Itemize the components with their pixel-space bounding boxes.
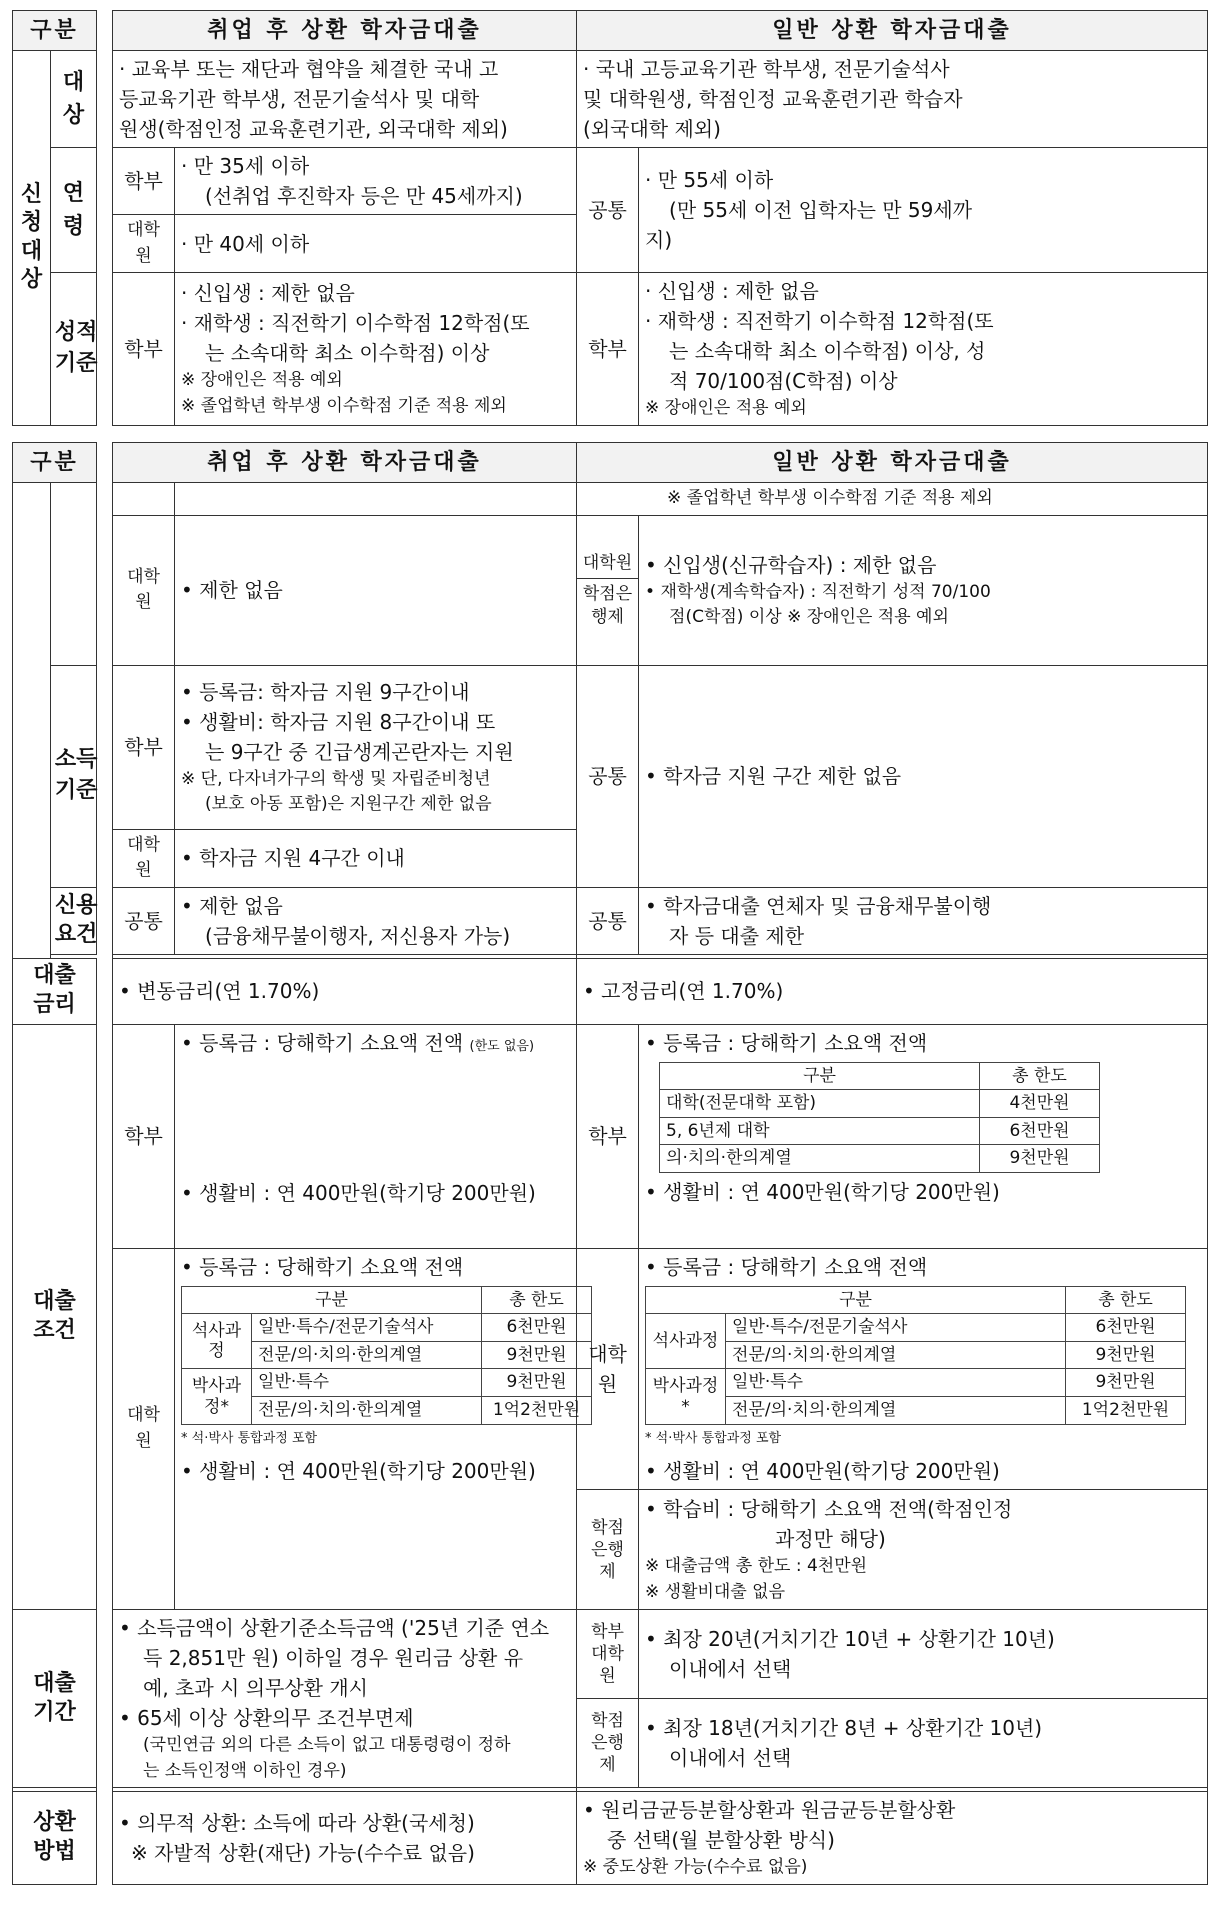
grade-grad-label: 대학원 (113, 515, 175, 665)
group-label-applicant: 신청대상 (13, 51, 51, 426)
cond-general-undergrad-label: 학부 (577, 1024, 639, 1248)
grade-employ-label: 학부 (113, 273, 175, 426)
credit-employ-label: 공통 (113, 887, 175, 954)
cond-employ-undergrad-label: 학부 (113, 1024, 175, 1248)
row-label-rate: 대출금리 (13, 958, 97, 1024)
header-employ-loan-2: 취업 후 상환 학자금대출 (113, 443, 577, 483)
grade-general-grad-labels: 대학원 학점은행제 (577, 515, 639, 665)
header-general-loan-2: 일반 상환 학자금대출 (577, 443, 1208, 483)
grade-general-grad: • 신입생(신규학습자) : 제한 없음 • 재학생(계속학습자) : 직전학기 성적 70/100 점(C학점) 이상 ※ 장애인은 적용 예외 (639, 515, 1208, 665)
age-grad-label: 대학원 (113, 215, 175, 273)
cond-employ-grad: • 등록금 : 당해학기 소요액 전액 구분 총 한도 석사과정 일반·특수/전문기술석사 6천만원 전문/의·치의·한의계열 9천만원 박사과정* 일반·특수 9천만원 전문/의·치의·한의계열 1억2천만원 * 석·박사 통합과정 포함 • 생활비 : 연 400만원(학기당 200만원) (175, 1248, 577, 1610)
income-grad: • 학자금 지원 4구간 이내 (175, 829, 577, 887)
income-common-label: 공통 (577, 665, 639, 887)
loan-conditions-table (12, 442, 1208, 1885)
repay-employ: • 의무적 상환: 소득에 따라 상환(국세청) ※ 자발적 상환(재단) 가능(수수료 없음) (113, 1792, 577, 1885)
row-label-credit: 신용요건 (51, 887, 97, 954)
header-employ-loan: 취업 후 상환 학자금대출 (113, 11, 577, 51)
row-label-repay: 상환방법 (13, 1792, 97, 1885)
header-gubun-2: 구분 (13, 443, 97, 483)
header-gubun: 구분 (13, 11, 97, 51)
income-undergrad: • 등록금: 학자금 지원 9구간이내 • 생활비: 학자금 지원 8구간이내 또 는 9구간 중 긴급생계곤란자는 지원 ※ 단, 다자녀가구의 학생 및 자립준비청년 (보호 아동 포함)은 지원구간 제한 없음 (175, 665, 577, 829)
cond-credit-bank: • 학습비 : 당해학기 소요액 전액(학점인정 과정만 해당) ※ 대출금액 총 한도 : 4천만원 ※ 생활비대출 없음 (639, 1490, 1208, 1610)
undergrad-limit-table: 구분 총 한도 대학(전문대학 포함) 4천만원 5, 6년제 대학 6천만원 의·치의·한의계열 9천만원 (659, 1062, 1100, 1174)
applicant-group-cont (13, 483, 51, 959)
age-general: · 만 55세 이하 (만 55세 이전 입학자는 만 59세까 지) (639, 148, 1208, 273)
eligibility-table (12, 10, 1208, 426)
grade-cont-blank-b (175, 483, 577, 516)
income-grad-label: 대학원 (113, 829, 175, 887)
rate-employ: • 변동금리(연 1.70%) (113, 958, 577, 1024)
target-employ: · 교육부 또는 재단과 협약을 체결한 국내 고 등교육기관 학부생, 전문기술석사 및 대학 원생(학점인정 교육훈련기관, 외국대학 제외) (113, 51, 577, 148)
row-label-age: 연령 (51, 148, 97, 273)
age-common-label: 공통 (577, 148, 639, 273)
credit-employ: • 제한 없음 (금융채무불이행자, 저신용자 가능) (175, 887, 577, 954)
cond-general-undergrad: • 등록금 : 당해학기 소요액 전액 구분 총 한도 대학(전문대학 포함) 4천만원 5, 6년제 대학 6천만원 의·치의·한의계열 9천만원 • 생활비 : 연 400만원(학기당 200만원) (639, 1024, 1208, 1248)
period-employ: • 소득금액이 상환기준소득금액 ('25년 기준 연소 득 2,851만 원) 이하일 경우 원리금 상환 유 예, 초과 시 의무상환 개시 • 65세 이상 상환의무 조건부면제 (국민연금 외의 다른 소득이 없고 대통령령이 정하 는 소득인정액 이하인 경우) (113, 1610, 577, 1788)
rate-general: • 고정금리(연 1.70%) (577, 958, 1208, 1024)
grade-general: · 신입생 : 제한 없음 · 재학생 : 직전학기 이수학점 12학점(또 는 소속대학 최소 이수학점) 이상, 성 적 70/100점(C학점) 이상 ※ 장애인은 적용 예외 (639, 273, 1208, 426)
cond-employ-undergrad: • 등록금 : 당해학기 소요액 전액 (한도 없음) • 생활비 : 연 400만원(학기당 200만원) (175, 1024, 577, 1248)
grade-general-note: ※ 졸업학년 학부생 이수학점 기준 적용 제외 (577, 483, 1208, 516)
age-undergrad-label: 학부 (113, 148, 175, 215)
credit-general: • 학자금대출 연체자 및 금융채무불이행 자 등 대출 제한 (639, 887, 1208, 954)
target-general: · 국내 고등교육기관 학부생, 전문기술석사 및 대학원생, 학점인정 교육훈련기관 학습자 (외국대학 제외) (577, 51, 1208, 148)
row-label-grade: 성적기준 (51, 273, 97, 426)
age-undergrad: · 만 35세 이하 (선취업 후진학자 등은 만 45세까지) (175, 148, 577, 215)
cond-general-grad-label: 대학원 (577, 1248, 639, 1490)
income-undergrad-label: 학부 (113, 665, 175, 829)
cond-general-grad: • 등록금 : 당해학기 소요액 전액 구분 총 한도 석사과정 일반·특수/전문기술석사 6천만원 전문/의·치의·한의계열 9천만원 박사과정* 일반·특수 9천만원 전문/의·치의·한의계열 1억2천만원 * 석·박사 통합과정 포함 • 생활비 : 연 400만원(학기당 200만원) (639, 1248, 1208, 1490)
row-label-conditions: 대출조건 (13, 1024, 97, 1610)
repay-general: • 원리금균등분할상환과 원금균등분할상환 중 선택(월 분할상환 방식) ※ 중도상환 가능(수수료 없음) (577, 1792, 1208, 1885)
period-ug-grad: • 최장 20년(거치기간 10년 + 상환기간 10년) 이내에서 선택 (639, 1610, 1208, 1699)
grade-general-label: 학부 (577, 273, 639, 426)
cond-employ-grad-label: 대학원 (113, 1248, 175, 1610)
row-label-period: 대출기간 (13, 1610, 97, 1788)
period-ug-grad-label: 학부대학원 (577, 1610, 639, 1699)
grade-employ: · 신입생 : 제한 없음 · 재학생 : 직전학기 이수학점 12학점(또 는 소속대학 최소 이수학점) 이상 ※ 장애인은 적용 예외 ※ 졸업학년 학부생 이수학점 기준 적용 제외 (175, 273, 577, 426)
age-grad: · 만 40세 이하 (175, 215, 577, 273)
period-credit-bank: • 최장 18년(거치기간 8년 + 상환기간 10년) 이내에서 선택 (639, 1699, 1208, 1788)
credit-general-label: 공통 (577, 887, 639, 954)
cond-credit-bank-label: 학점은행제 (577, 1490, 639, 1610)
employ-grad-limit-table: 구분 총 한도 석사과정 일반·특수/전문기술석사 6천만원 전문/의·치의·한의계열 9천만원 박사과정* 일반·특수 9천만원 전문/의·치의·한의계열 1억2천만원 (181, 1286, 592, 1425)
header-general-loan: 일반 상환 학자금대출 (577, 11, 1208, 51)
general-grad-limit-table: 구분 총 한도 석사과정 일반·특수/전문기술석사 6천만원 전문/의·치의·한의계열 9천만원 박사과정* 일반·특수 9천만원 전문/의·치의·한의계열 1억2천만원 (645, 1286, 1186, 1425)
row-label-target: 대상 (51, 51, 97, 148)
row-label-income: 소득기준 (51, 665, 97, 887)
grade-label-cont (51, 483, 97, 666)
income-general: • 학자금 지원 구간 제한 없음 (639, 665, 1208, 887)
grade-cont-blank-a (113, 483, 175, 516)
period-credit-bank-label: 학점은행제 (577, 1699, 639, 1788)
grade-grad: • 제한 없음 (175, 515, 577, 665)
